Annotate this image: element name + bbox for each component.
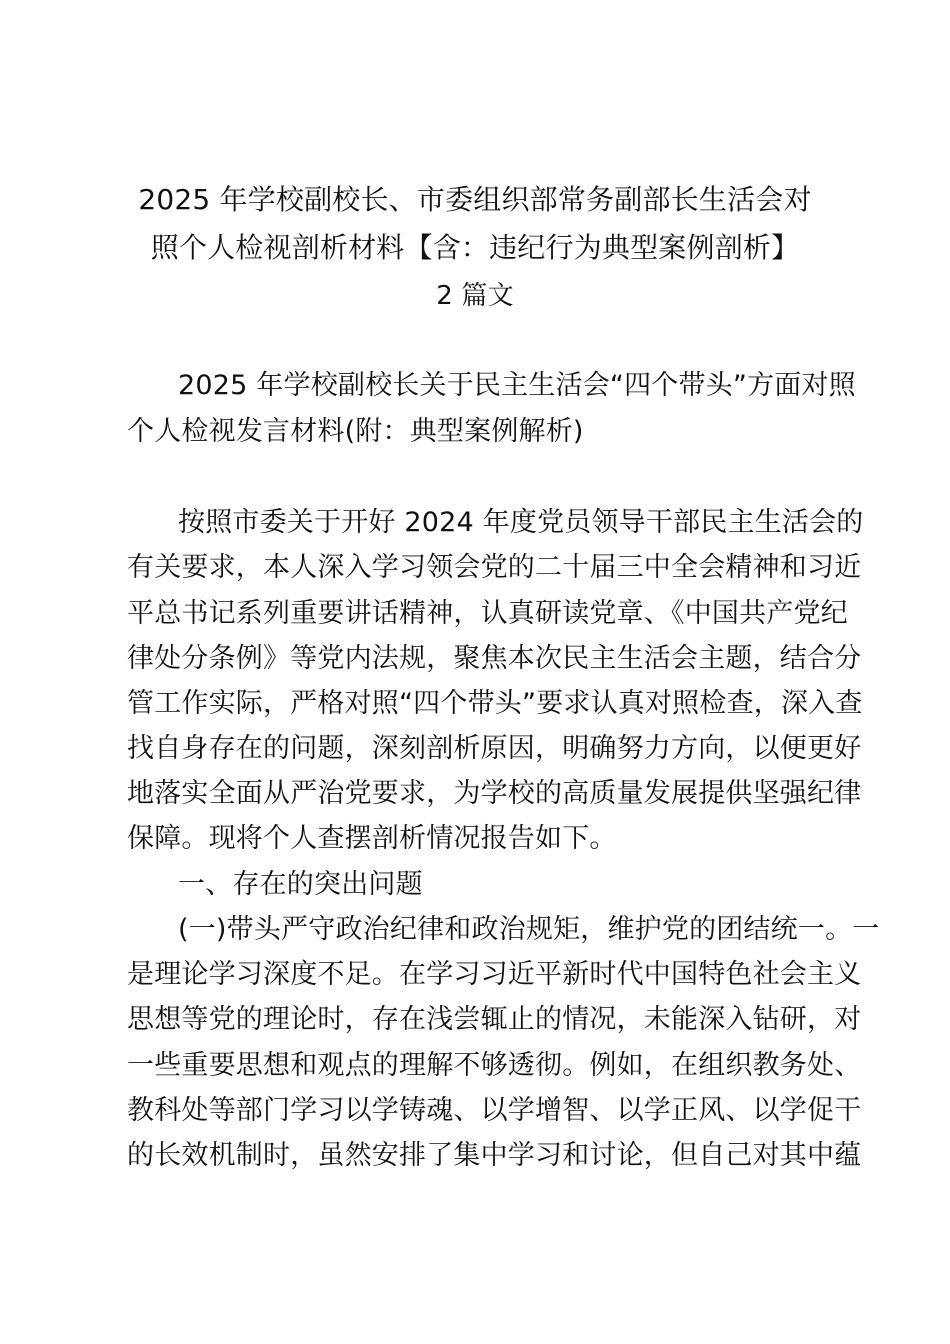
body-line-11: 是理论学习深度不足。在学习习近平新时代中国特色社会主义 [127,959,862,990]
body-line-12: 思想等党的理论时，存在浅尝辄止的情况，未能深入钻研，对 [127,1004,862,1035]
body-line-15: 的长效机制时，虽然安排了集中学习和讨论，但自己对其中蕴 [127,1140,862,1171]
section-heading: 一、存在的突出问题 [178,869,423,900]
body-line-8: 保障。现将个人查摆剖析情况报告如下。 [127,823,617,854]
document-title-line-2: 照个人检视剖析材料【含：违纪行为典型案例剖析】 [150,231,800,264]
article-subtitle-line-1: 2025 年学校副校长关于民主生活会“四个带头”方面对照 [178,370,856,401]
body-line-13: 一些重要思想和观点的理解不够透彻。例如，在组织教务处、 [127,1050,862,1081]
article-subtitle-line-2: 个人检视发言材料(附：典型案例解析) [127,416,584,447]
body-line-1: 按照市委关于开好 2024 年度党员领导干部民主生活会的 [178,507,864,538]
body-line-5: 管工作实际，严格对照“四个带头”要求认真对照检查，深入查 [127,688,863,719]
body-line-7: 地落实全面从严治党要求，为学校的高质量发展提供坚强纪律 [127,778,862,809]
body-line-3: 平总书记系列重要讲话精神，认真研读党章、《中国共产党纪 [127,598,848,629]
body-line-6: 找自身存在的问题，深刻剖析原因，明确努力方向，以便更好 [127,733,862,764]
document-title-line-1: 2025 年学校副校长、市委组织部常务副部长生活会对 [138,183,812,216]
body-line-4: 律处分条例》等党内法规，聚焦本次民主生活会主题，结合分 [127,643,862,674]
body-line-14: 教科处等部门学习以学铸魂、以学增智、以学正风、以学促干 [127,1095,862,1126]
document-title-line-3: 2 篇文 [436,281,514,311]
body-line-10: (一)带头严守政治纪律和政治规矩，维护党的团结统一。一 [178,914,880,945]
body-line-2: 有关要求，本人深入学习领会党的二十届三中全会精神和习近 [127,552,862,583]
